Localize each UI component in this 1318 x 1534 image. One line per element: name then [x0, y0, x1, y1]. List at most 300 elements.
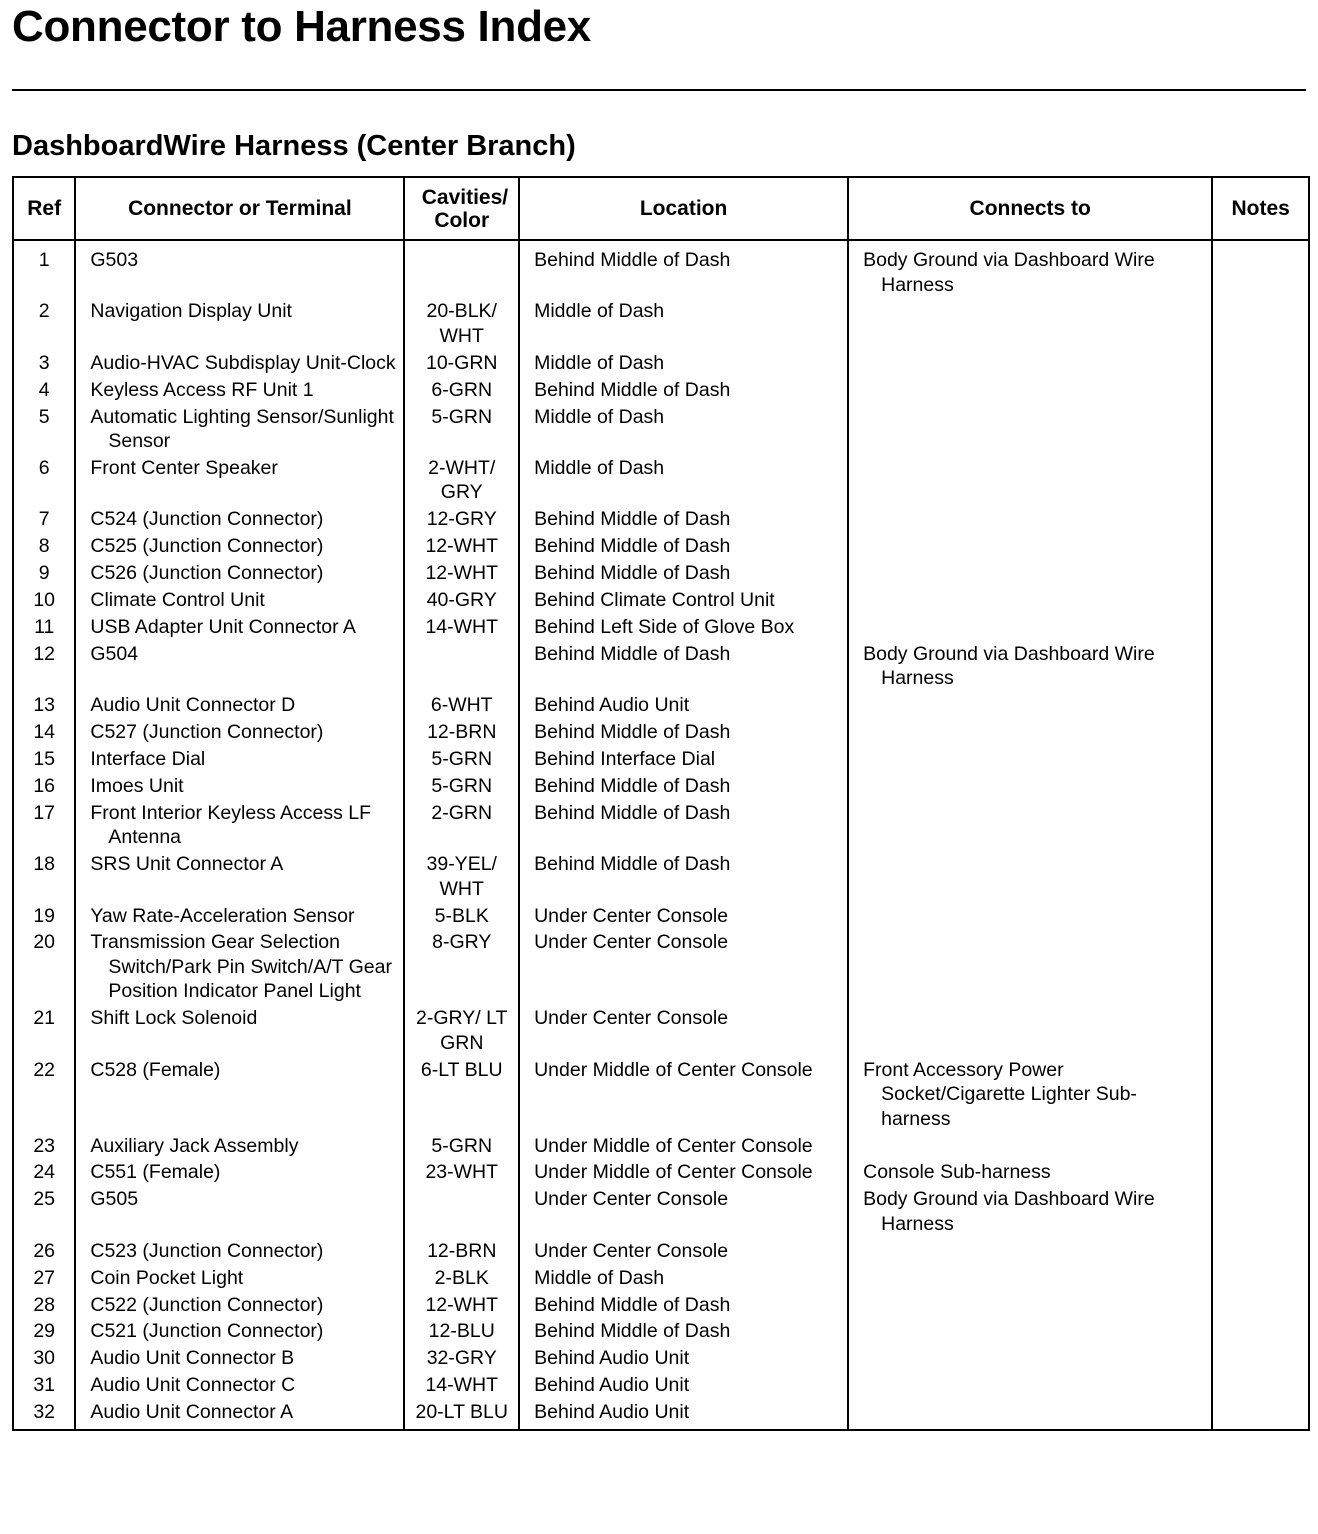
cell-cavities	[404, 1346, 519, 1373]
cell-location: Behind Middle of Dash	[519, 378, 848, 405]
cell-connector	[75, 615, 404, 642]
cell-notes	[1212, 904, 1309, 931]
table-row	[13, 351, 1309, 378]
cell-connector	[75, 1373, 404, 1400]
cell-location: Behind Left Side of Glove Box	[519, 615, 848, 642]
cell-cavities	[404, 1160, 519, 1187]
cell-connector	[75, 1134, 404, 1161]
header-location: Location	[519, 177, 848, 240]
cell-cavities-text: 39-YEL/ WHT	[426, 853, 497, 900]
cell-cavities-text: 6-WHT	[430, 694, 493, 717]
cell-connector-text: Audio Unit Connector B	[90, 1347, 295, 1370]
cell-connector	[75, 1293, 404, 1320]
cell-cavities	[404, 378, 519, 405]
cell-cavities	[404, 561, 519, 588]
cell-connector-text: C522 (Junction Connector)	[90, 1293, 324, 1316]
cell-location: Behind Audio Unit	[519, 1373, 848, 1400]
cell-cavities	[404, 1293, 519, 1320]
cell-connector	[75, 1187, 404, 1238]
cell-connects-to	[848, 1058, 1212, 1134]
cell-ref: 8	[13, 534, 75, 561]
cell-cavities	[404, 904, 519, 931]
cell-cavities	[404, 801, 519, 852]
cell-cavities	[404, 774, 519, 801]
cell-cavities	[404, 1319, 519, 1346]
cell-ref: 25	[13, 1187, 75, 1238]
cell-location: Middle of Dash	[519, 299, 848, 350]
cell-ref: 17	[13, 801, 75, 852]
cell-connector-text: C521 (Junction Connector)	[90, 1320, 324, 1343]
table-row	[13, 1400, 1309, 1430]
cell-cavities	[404, 534, 519, 561]
table-row	[13, 588, 1309, 615]
cell-cavities-text: 6-GRN	[431, 378, 493, 401]
cell-ref: 6	[13, 456, 75, 507]
cell-connector-text: G505	[90, 1188, 139, 1211]
cell-notes	[1212, 930, 1309, 1006]
cell-location: Middle of Dash	[519, 351, 848, 378]
cell-connects-to	[848, 534, 1212, 561]
cell-cavities-text: 2-GRN	[431, 801, 493, 824]
cell-cavities-text: 14-WHT	[425, 615, 499, 638]
cell-connector	[75, 642, 404, 693]
cell-location: Behind Middle of Dash	[519, 774, 848, 801]
cell-connector	[75, 507, 404, 534]
cell-ref: 22	[13, 1058, 75, 1134]
cell-location: Under Middle of Center Console	[519, 1058, 848, 1134]
table-row	[13, 642, 1309, 693]
cell-location: Behind Audio Unit	[519, 1400, 848, 1430]
cell-connector	[75, 1239, 404, 1266]
cell-location: Middle of Dash	[519, 456, 848, 507]
cell-location: Behind Middle of Dash	[519, 720, 848, 747]
cell-connects-to-text: Front Accessory Power Socket/Cigarette Lighter Sub-harness	[863, 1058, 1137, 1130]
cell-ref: 20	[13, 930, 75, 1006]
cell-notes	[1212, 1006, 1309, 1057]
cell-location: Behind Middle of Dash	[519, 801, 848, 852]
table-row	[13, 615, 1309, 642]
cell-connects-to	[848, 1293, 1212, 1320]
cell-ref: 30	[13, 1346, 75, 1373]
cell-ref: 31	[13, 1373, 75, 1400]
cell-cavities-text: 5-GRN	[431, 774, 493, 797]
cell-connector-text: C551 (Female)	[90, 1161, 221, 1184]
cell-connects-to	[848, 774, 1212, 801]
cell-cavities-text: 20-LT BLU	[415, 1401, 508, 1424]
cell-connector	[75, 405, 404, 456]
table-row	[13, 693, 1309, 720]
cell-location: Behind Audio Unit	[519, 1346, 848, 1373]
cell-ref: 21	[13, 1006, 75, 1057]
table-row	[13, 747, 1309, 774]
cell-location: Under Center Console	[519, 1187, 848, 1238]
cell-location: Behind Interface Dial	[519, 747, 848, 774]
cell-connector	[75, 720, 404, 747]
cell-connects-to	[848, 299, 1212, 350]
cell-location: Behind Middle of Dash	[519, 852, 848, 903]
cell-cavities-text: 12-WHT	[425, 535, 499, 558]
cell-connects-to-text: Body Ground via Dashboard Wire Harness	[863, 249, 1155, 296]
cell-connector	[75, 1319, 404, 1346]
cell-ref: 9	[13, 561, 75, 588]
cell-connects-to	[848, 720, 1212, 747]
cell-connector-text: USB Adapter Unit Connector A	[90, 615, 356, 638]
cell-connector-text: Coin Pocket Light	[90, 1266, 244, 1289]
cell-cavities-text: 10-GRN	[425, 351, 498, 374]
cell-cavities-text: 2-GRY/ LT GRN	[416, 1007, 508, 1054]
cell-connector	[75, 1160, 404, 1187]
cell-cavities-text: 8-GRY	[432, 931, 492, 954]
cell-cavities	[404, 720, 519, 747]
table-row	[13, 720, 1309, 747]
cell-location: Behind Middle of Dash	[519, 507, 848, 534]
cell-connects-to	[848, 1187, 1212, 1238]
cell-notes	[1212, 456, 1309, 507]
cell-ref: 2	[13, 299, 75, 350]
cell-cavities-text: 5-BLK	[434, 904, 489, 927]
cell-connector-text: Audio Unit Connector D	[90, 694, 296, 717]
cell-ref: 3	[13, 351, 75, 378]
cell-notes	[1212, 561, 1309, 588]
cell-connector	[75, 774, 404, 801]
cell-connector-text: Imoes Unit	[90, 774, 184, 797]
table-row	[13, 1293, 1309, 1320]
cell-ref: 13	[13, 693, 75, 720]
table-row	[13, 1373, 1309, 1400]
cell-location: Under Center Console	[519, 904, 848, 931]
cell-connects-to	[848, 904, 1212, 931]
cell-connector	[75, 378, 404, 405]
cell-notes	[1212, 615, 1309, 642]
cell-connects-to	[848, 1266, 1212, 1293]
cell-connector-text: Yaw Rate-Acceleration Sensor	[90, 904, 355, 927]
cell-location: Behind Middle of Dash	[519, 561, 848, 588]
cell-cavities-text: 12-WHT	[425, 1293, 499, 1316]
cell-cavities-text: 12-BRN	[427, 1239, 497, 1262]
cell-ref: 14	[13, 720, 75, 747]
cell-cavities-text: 12-WHT	[425, 562, 499, 585]
cell-connects-to	[848, 1400, 1212, 1430]
table-row	[13, 1134, 1309, 1161]
cell-ref: 29	[13, 1319, 75, 1346]
cell-connects-to	[848, 852, 1212, 903]
cell-cavities-text: 2-WHT/ GRY	[428, 456, 496, 504]
cell-connects-to	[848, 1373, 1212, 1400]
cell-connector	[75, 930, 404, 1006]
table-row	[13, 534, 1309, 561]
table-row	[13, 240, 1309, 299]
cell-connector	[75, 747, 404, 774]
cell-location: Under Center Console	[519, 1006, 848, 1057]
table-header-row	[13, 177, 1309, 240]
cell-cavities	[404, 1058, 519, 1134]
cell-location: Middle of Dash	[519, 1266, 848, 1293]
table-row	[13, 378, 1309, 405]
cell-cavities	[404, 1006, 519, 1057]
header-cavities	[404, 177, 519, 240]
cell-ref: 5	[13, 405, 75, 456]
cell-connector-text: G504	[90, 642, 139, 665]
cell-connector-text: Keyless Access RF Unit 1	[90, 378, 314, 401]
table-row	[13, 1187, 1309, 1238]
table-row	[13, 1346, 1309, 1373]
cell-ref: 16	[13, 774, 75, 801]
cell-cavities	[404, 405, 519, 456]
cell-cavities-text: 32-GRY	[426, 1347, 497, 1370]
cell-notes	[1212, 852, 1309, 903]
cell-cavities	[404, 1239, 519, 1266]
cell-notes	[1212, 642, 1309, 693]
header-connector: Connector or Terminal	[75, 177, 404, 240]
cell-connector-text: C526 (Junction Connector)	[90, 562, 324, 585]
cell-connects-to	[848, 930, 1212, 1006]
cell-connector	[75, 1400, 404, 1430]
cell-cavities	[404, 240, 519, 299]
table-row	[13, 1160, 1309, 1187]
cell-connects-to	[848, 1319, 1212, 1346]
header-connects-to: Connects to	[848, 177, 1212, 240]
cell-notes	[1212, 299, 1309, 350]
cell-connects-to	[848, 1134, 1212, 1161]
cell-ref: 11	[13, 615, 75, 642]
cell-ref: 23	[13, 1134, 75, 1161]
table-row	[13, 1319, 1309, 1346]
cell-cavities	[404, 351, 519, 378]
cell-ref: 10	[13, 588, 75, 615]
cell-connector-text: C525 (Junction Connector)	[90, 535, 324, 558]
cell-location: Behind Climate Control Unit	[519, 588, 848, 615]
cell-notes	[1212, 1160, 1309, 1187]
cell-notes	[1212, 588, 1309, 615]
cell-location: Under Middle of Center Console	[519, 1134, 848, 1161]
cell-ref: 27	[13, 1266, 75, 1293]
cell-location: Behind Middle of Dash	[519, 534, 848, 561]
cell-location: Under Middle of Center Console	[519, 1160, 848, 1187]
cell-cavities-text: 5-GRN	[431, 405, 493, 428]
cell-connector	[75, 904, 404, 931]
cell-connects-to	[848, 1006, 1212, 1057]
cell-location: Behind Middle of Dash	[519, 1319, 848, 1346]
cell-notes	[1212, 1134, 1309, 1161]
cell-ref: 24	[13, 1160, 75, 1187]
table-row	[13, 1266, 1309, 1293]
cell-connector	[75, 801, 404, 852]
cell-location: Behind Audio Unit	[519, 693, 848, 720]
cell-connects-to-text: Body Ground via Dashboard Wire Harness	[863, 642, 1155, 690]
cell-notes	[1212, 1266, 1309, 1293]
cell-location: Behind Middle of Dash	[519, 240, 848, 299]
cell-connector-text: Audio Unit Connector C	[90, 1374, 296, 1397]
cell-cavities	[404, 299, 519, 350]
cell-connector-text: G503	[90, 249, 139, 271]
cell-notes	[1212, 534, 1309, 561]
cell-connects-to-text: Console Sub-harness	[863, 1161, 1051, 1184]
cell-location: Behind Middle of Dash	[519, 642, 848, 693]
cell-connects-to	[848, 378, 1212, 405]
cell-connects-to	[848, 1160, 1212, 1187]
cell-cavities	[404, 693, 519, 720]
cell-connector-text: Navigation Display Unit	[90, 300, 292, 323]
cell-connector-text: C528 (Female)	[90, 1058, 221, 1081]
cell-connects-to-text: Body Ground via Dashboard Wire Harness	[863, 1188, 1155, 1235]
cell-ref: 28	[13, 1293, 75, 1320]
cell-connector-text: Shift Lock Solenoid	[90, 1007, 258, 1030]
cell-connector-text: Automatic Lighting Sensor/Sunlight Sensor	[90, 405, 394, 453]
cell-connects-to	[848, 615, 1212, 642]
cell-connector-text: Climate Control Unit	[90, 589, 265, 612]
connector-index-table	[12, 176, 1310, 1431]
cell-connects-to	[848, 588, 1212, 615]
cell-cavities	[404, 852, 519, 903]
cell-notes	[1212, 1346, 1309, 1373]
cell-cavities-text: 12-BRN	[427, 721, 497, 744]
cell-ref: 4	[13, 378, 75, 405]
cell-notes	[1212, 693, 1309, 720]
cell-cavities-text: 40-GRY	[426, 589, 497, 612]
cell-notes	[1212, 405, 1309, 456]
cell-cavities-text: 5-GRN	[431, 1134, 493, 1157]
cell-location: Middle of Dash	[519, 405, 848, 456]
header-cavities-label: Cavities/ Color	[421, 185, 509, 232]
header-ref: Ref	[13, 177, 75, 240]
cell-cavities-text: 14-WHT	[425, 1374, 499, 1397]
cell-connects-to	[848, 240, 1212, 299]
cell-connector	[75, 561, 404, 588]
cell-location: Under Center Console	[519, 1239, 848, 1266]
cell-ref: 7	[13, 507, 75, 534]
cell-connects-to	[848, 642, 1212, 693]
cell-connector-text: C527 (Junction Connector)	[90, 721, 324, 744]
cell-cavities	[404, 456, 519, 507]
cell-cavities-text: 2-BLK	[434, 1266, 489, 1289]
cell-notes	[1212, 1319, 1309, 1346]
cell-notes	[1212, 747, 1309, 774]
cell-cavities	[404, 1373, 519, 1400]
cell-cavities	[404, 1134, 519, 1161]
cell-cavities	[404, 930, 519, 1006]
cell-connector	[75, 693, 404, 720]
cell-connector-text: Audio-HVAC Subdisplay Unit-Clock	[90, 351, 396, 374]
cell-cavities	[404, 747, 519, 774]
cell-notes	[1212, 720, 1309, 747]
cell-ref: 32	[13, 1400, 75, 1430]
cell-notes	[1212, 1187, 1309, 1238]
table-body	[13, 240, 1309, 1430]
cell-ref: 26	[13, 1239, 75, 1266]
cell-connects-to	[848, 693, 1212, 720]
table-row	[13, 299, 1309, 350]
cell-connects-to	[848, 351, 1212, 378]
cell-notes	[1212, 1239, 1309, 1266]
cell-cavities	[404, 507, 519, 534]
cell-connects-to	[848, 405, 1212, 456]
cell-connector	[75, 1266, 404, 1293]
cell-notes	[1212, 1058, 1309, 1134]
cell-notes	[1212, 1293, 1309, 1320]
cell-cavities	[404, 588, 519, 615]
table-row	[13, 1239, 1309, 1266]
cell-notes	[1212, 801, 1309, 852]
cell-connects-to	[848, 747, 1212, 774]
table-row	[13, 930, 1309, 1006]
cell-cavities	[404, 1400, 519, 1430]
table-row	[13, 852, 1309, 903]
cell-connects-to	[848, 456, 1212, 507]
cell-ref: 12	[13, 642, 75, 693]
cell-connector-text: Audio Unit Connector A	[90, 1401, 294, 1424]
table-row	[13, 507, 1309, 534]
cell-cavities	[404, 1187, 519, 1238]
cell-notes	[1212, 774, 1309, 801]
cell-connects-to	[848, 507, 1212, 534]
cell-notes	[1212, 1400, 1309, 1430]
cell-cavities	[404, 1266, 519, 1293]
cell-cavities-text: 6-LT BLU	[420, 1058, 503, 1081]
cell-location: Under Center Console	[519, 930, 848, 1006]
cell-notes	[1212, 240, 1309, 299]
cell-connector	[75, 240, 404, 299]
section-title: DashboardWire Harness (Center Branch)	[12, 130, 576, 162]
cell-cavities-text: 12-BLU	[428, 1320, 495, 1343]
cell-ref: 1	[13, 240, 75, 299]
cell-connector	[75, 534, 404, 561]
cell-connector-text: Transmission Gear Selection Switch/Park Pin Switch/A/T Gear Position Indicator Panel Light	[90, 931, 392, 1003]
cell-cavities-text: 5-GRN	[431, 747, 493, 770]
cell-cavities-text: 20-BLK/ WHT	[426, 300, 497, 347]
cell-connector-text: Front Interior Keyless Access LF Antenna	[90, 801, 372, 849]
cell-connector	[75, 1346, 404, 1373]
cell-connects-to	[848, 561, 1212, 588]
cell-cavities-text: 23-WHT	[425, 1161, 499, 1184]
cell-connector-text: Front Center Speaker	[90, 456, 278, 479]
header-notes: Notes	[1212, 177, 1309, 240]
table-row	[13, 561, 1309, 588]
cell-connector	[75, 299, 404, 350]
cell-connector-text: C524 (Junction Connector)	[90, 508, 324, 531]
cell-connector	[75, 456, 404, 507]
table-row	[13, 774, 1309, 801]
cell-ref: 15	[13, 747, 75, 774]
cell-notes	[1212, 378, 1309, 405]
cell-connects-to	[848, 801, 1212, 852]
cell-notes	[1212, 351, 1309, 378]
table-row	[13, 1006, 1309, 1057]
cell-connector-text: SRS Unit Connector A	[90, 853, 284, 876]
cell-ref: 18	[13, 852, 75, 903]
cell-connects-to	[848, 1239, 1212, 1266]
cell-connector	[75, 852, 404, 903]
cell-connector	[75, 1006, 404, 1057]
cell-connects-to	[848, 1346, 1212, 1373]
cell-connector-text: Auxiliary Jack Assembly	[90, 1134, 299, 1157]
cell-connector-text: Interface Dial	[90, 747, 206, 770]
cell-cavities	[404, 615, 519, 642]
title-divider	[12, 89, 1306, 91]
table-row	[13, 405, 1309, 456]
cell-connector	[75, 588, 404, 615]
table-row	[13, 904, 1309, 931]
cell-location: Behind Middle of Dash	[519, 1293, 848, 1320]
table-row	[13, 801, 1309, 852]
cell-notes	[1212, 1373, 1309, 1400]
cell-connector	[75, 351, 404, 378]
cell-ref: 19	[13, 904, 75, 931]
cell-connector-text: C523 (Junction Connector)	[90, 1239, 324, 1262]
table-row	[13, 1058, 1309, 1134]
cell-cavities	[404, 642, 519, 693]
page-title: Connector to Harness Index	[12, 2, 591, 51]
cell-cavities-text: 12-GRY	[426, 508, 497, 531]
